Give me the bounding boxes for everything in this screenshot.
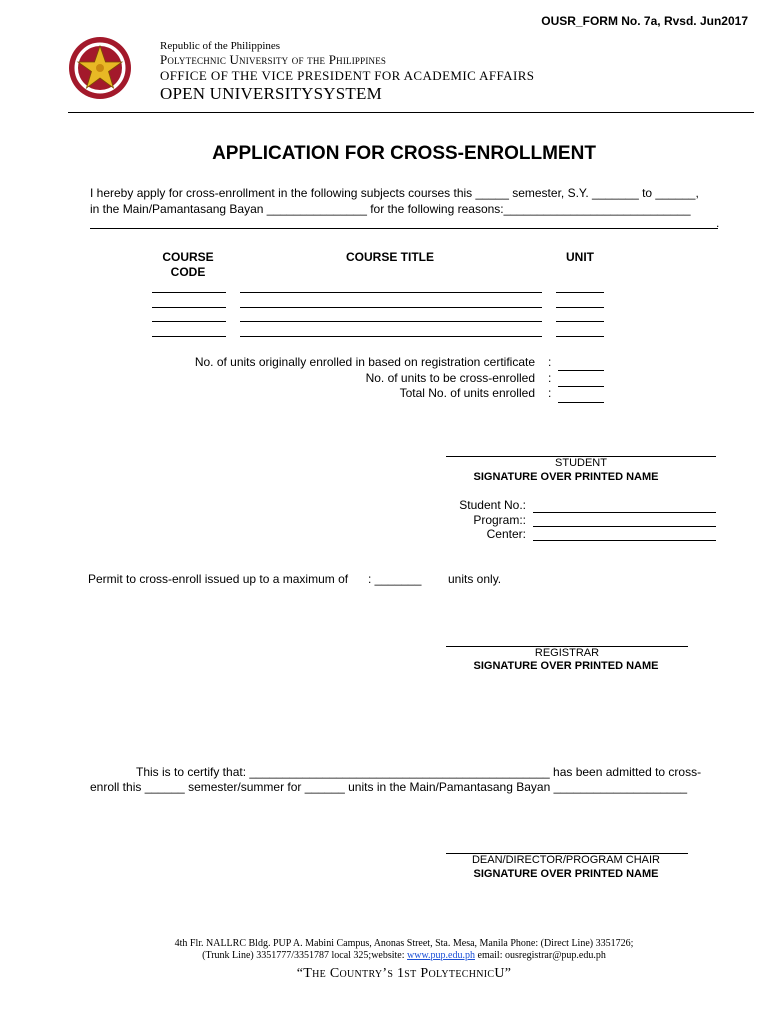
units-total-label: Total No. of units enrolled	[399, 386, 535, 400]
header-divider	[68, 112, 754, 113]
website-link[interactable]: www.pup.edu.ph	[407, 950, 475, 961]
unit-header: UNIT	[566, 250, 594, 264]
permit-max-units-blank[interactable]: : _______	[368, 572, 422, 586]
unit-blank[interactable]	[556, 292, 604, 293]
units-cross-blank[interactable]	[558, 386, 604, 387]
units-cross-label: No. of units to be cross-enrolled	[365, 371, 535, 385]
pup-seal-logo	[68, 36, 132, 100]
reasons-blank-line[interactable]	[90, 216, 718, 229]
course-code-header-line1: COURSE	[162, 250, 214, 264]
open-university-system: OPEN UNIVERSITYSYSTEM	[160, 84, 382, 103]
intro-line-1: I hereby apply for cross-enrollment in the following subjects courses this _____ semester, S.Y. _______ to ______,	[90, 186, 699, 200]
registrar-signature-caption: SIGNATURE OVER PRINTED NAME	[473, 660, 659, 672]
student-role-label: STUDENT	[555, 457, 607, 469]
center-label: Center:	[486, 527, 526, 541]
course-code-blank[interactable]	[152, 336, 226, 337]
intro-line-3-end: .	[716, 216, 720, 230]
certify-line-2: enroll this ______ semester/summer for ______ units in the Main/Pamantasang Bayan ____________________	[90, 780, 688, 794]
university-name: Polytechnic University of the Philippines	[160, 52, 387, 67]
course-code-header	[148, 250, 228, 280]
permit-text: Permit to cross-enroll issued up to a maximum of	[88, 572, 349, 586]
course-title-blank[interactable]	[240, 336, 542, 337]
center-field[interactable]	[533, 540, 716, 541]
course-code-blank[interactable]	[152, 292, 226, 293]
footer-contact	[0, 950, 768, 961]
course-code-blank[interactable]	[152, 307, 226, 308]
footer-address: 4th Flr. NALLRC Bldg. PUP A. Mabini Campus, Anonas Street, Sta. Mesa, Manila Phone: (Direct Line) 3351726;	[174, 938, 634, 949]
units-original-label: No. of units originally enrolled in based on registration certificate	[194, 355, 535, 369]
footer-tagline: “The Country’s 1st PolytechnicU”	[296, 966, 512, 981]
units-original-colon: :	[548, 355, 552, 369]
dean-role-label: DEAN/DIRECTOR/PROGRAM CHAIR	[471, 854, 661, 866]
footer-email: email: ousregistrar@pup.edu.ph	[475, 950, 606, 961]
republic-text: Republic of the Philippines	[160, 40, 281, 52]
units-cross-colon: :	[548, 371, 552, 385]
page-title: APPLICATION FOR CROSS-ENROLLMENT	[212, 143, 596, 164]
form-number: OUSR_FORM No. 7a, Rvsd. Jun2017	[541, 14, 748, 28]
unit-blank[interactable]	[556, 321, 604, 322]
footer-contact-pre: (Trunk Line) 3351777/3351787 local 325;website:	[202, 950, 408, 961]
course-title-header: COURSE TITLE	[345, 250, 434, 264]
registrar-role-label: REGISTRAR	[534, 647, 600, 659]
units-total-blank[interactable]	[558, 402, 604, 403]
unit-blank[interactable]	[556, 307, 604, 308]
units-original-blank[interactable]	[558, 370, 604, 371]
office-name: OFFICE OF THE VICE PRESIDENT FOR ACADEMIC AFFAIRS	[160, 68, 535, 83]
permit-suffix: units only.	[448, 572, 502, 586]
program-label: Program::	[473, 513, 526, 527]
course-title-blank[interactable]	[240, 307, 542, 308]
intro-line-2: in the Main/Pamantasang Bayan _______________ for the following reasons:____________________________	[90, 202, 691, 216]
dean-signature-caption: SIGNATURE OVER PRINTED NAME	[473, 868, 659, 880]
student-signature-caption: SIGNATURE OVER PRINTED NAME	[473, 471, 659, 483]
student-no-field[interactable]	[533, 512, 716, 513]
course-code-blank[interactable]	[152, 321, 226, 322]
course-title-blank[interactable]	[240, 292, 542, 293]
course-title-blank[interactable]	[240, 321, 542, 322]
course-code-header-line2: CODE	[170, 265, 206, 279]
unit-blank[interactable]	[556, 336, 604, 337]
student-no-label: Student No.:	[459, 498, 526, 512]
units-total-colon: :	[548, 386, 552, 400]
program-field[interactable]	[533, 526, 716, 527]
certify-line-1: This is to certify that: _____________________________________________ has been admitted to cross-	[136, 765, 702, 779]
